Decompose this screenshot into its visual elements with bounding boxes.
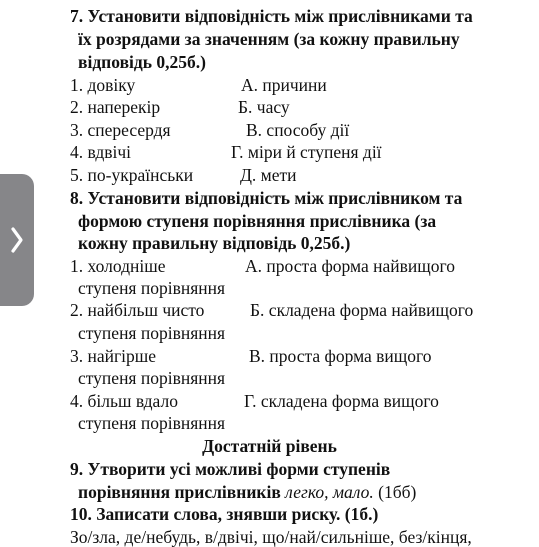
q8-option-3: 3. найгірше [70,346,157,366]
q9-line-2 [78,482,416,502]
q8-option-1: 1. холодніше [70,256,166,276]
q8-option-4-cont: ступеня порівняння [78,413,226,433]
q9-title: 9. Утворити усі можливі форми ступенів [70,459,391,479]
q8-answer-d: Г. складена форма вищого [244,391,439,411]
section-heading: Достатній рівень [202,436,337,456]
q7-title-line-2: їх розрядами за значенням (за кожну правильну [78,29,460,49]
q7-title-line-1: 7. Установити відповідність між прислівниками та [70,6,473,26]
q8-option-3-cont: ступеня порівняння [78,368,226,388]
q8-option-2-cont: ступеня порівняння [78,323,226,343]
q7-option-3: 3. спересердя [70,120,171,140]
q9-points: (1бб) [378,482,417,502]
q7-answer-a: А. причини [241,75,327,95]
q8-option-1-cont: ступеня порівняння [78,278,226,298]
q7-answer-e: Д. мети [240,165,297,185]
q8-answer-a: А. проста форма найвищого [245,256,455,276]
q9-words: легко, мало. [285,482,374,502]
q8-answer-c: В. проста форма вищого [249,346,432,366]
q8-title-line-1: 8. Установити відповідність між прислівником та [70,188,463,208]
q10-points: (1б.) [344,504,379,524]
q7-answer-b: Б. часу [238,97,290,117]
q9-line-2-text: порівняння прислівників [78,482,281,502]
q7-title-line-3: відповідь 0,25б.) [78,52,206,72]
q10-title [70,504,378,524]
q8-answer-b: Б. складена форма найвищого [250,300,474,320]
q7-option-4: 4. вдвічі [70,142,132,162]
q8-title-line-2: формою ступеня порівняння прислівника (за [78,211,437,231]
q10-title-text: 10. Записати слова, знявши риску. [70,504,341,524]
q7-answer-c: В. способу дії [246,120,350,140]
q7-option-5: 5. по-українськи [70,165,194,185]
next-page-tab[interactable] [0,174,34,306]
q10-words-cut: Зо/зла, де/небудь, в/двічі, що/най/сильніше, без/кінця, [70,527,472,547]
q8-title-line-3: кожну правильну відповідь 0,25б.) [78,233,351,253]
q7-option-1: 1. довіку [70,75,136,95]
q7-answer-d: Г. міри й ступеня дії [231,142,382,162]
chevron-right-icon [10,226,24,254]
q8-option-4: 4. більш вдало [70,391,178,411]
q8-option-2: 2. найбільш чисто [70,300,205,320]
q7-option-2: 2. наперекір [70,97,161,117]
